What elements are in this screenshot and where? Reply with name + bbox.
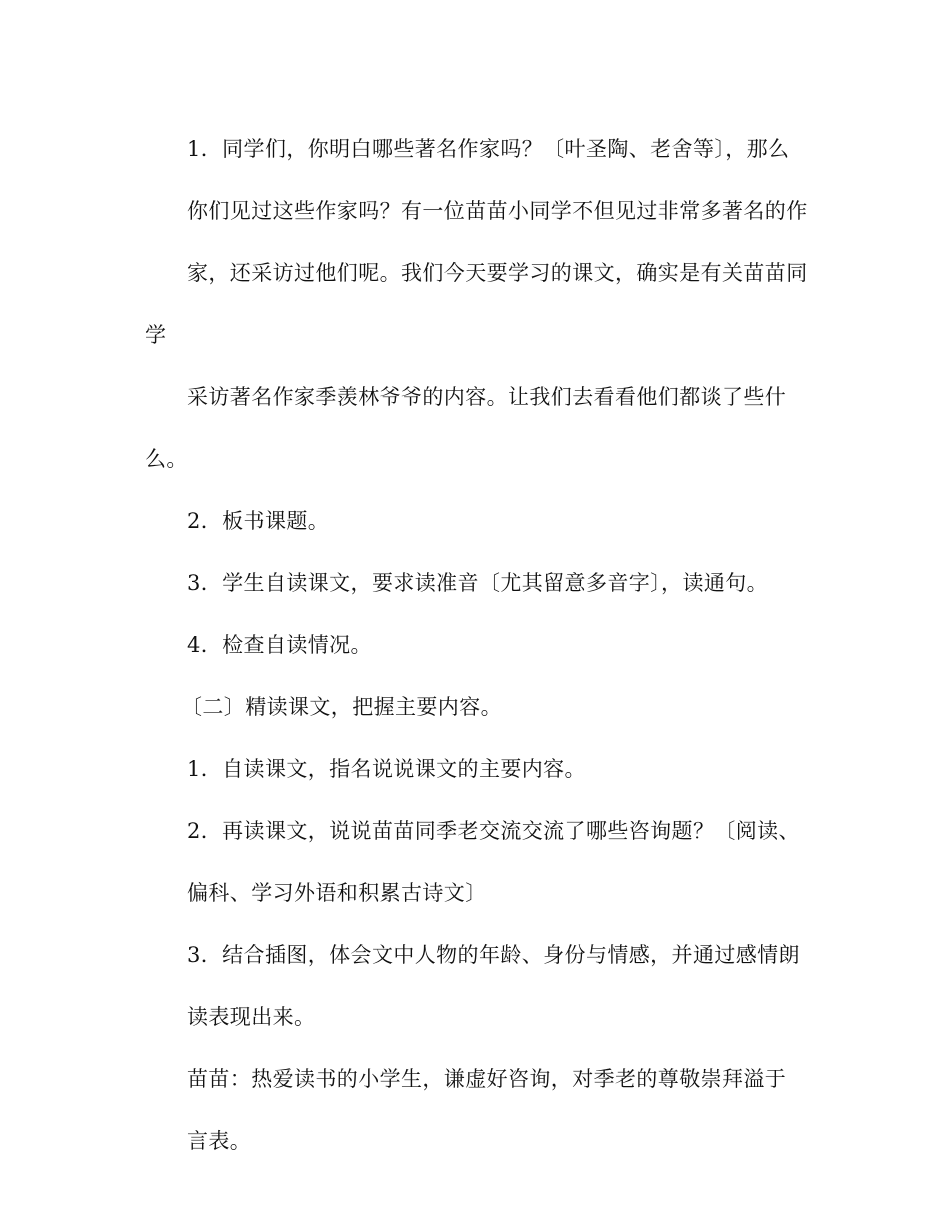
text-line: 偏科、学习外语和积累古诗文〕 [187, 881, 487, 905]
text-line: 1．同学们，你明白哪些著名作家吗？〔叶圣陶、老舍等〕，那么 [187, 137, 790, 161]
text-line: 2．再读课文，说说苗苗同季老交流交流了哪些咨询题？〔阅读、 [187, 819, 800, 843]
paragraph-step-4 [145, 614, 810, 676]
paragraph-character-miaomiao [145, 1048, 810, 1172]
document-body [145, 118, 810, 1172]
text-line: 2．板书课题。 [187, 509, 330, 533]
paragraph-intro [145, 118, 810, 490]
text-line: 家，还采访过他们呢。我们今天要学习的课文，确实是有关苗苗同学 [145, 261, 808, 347]
paragraph-read-1 [145, 738, 810, 800]
section-heading [145, 676, 810, 738]
paragraph-read-2 [145, 800, 810, 924]
text-line: 3．学生自读课文，要求读准音〔尤其留意多音字〕，读通句。 [187, 571, 769, 595]
text-line: 〔二〕精读课文，把握主要内容。 [181, 695, 502, 719]
text-line: 言表。 [187, 1129, 252, 1153]
paragraph-read-3 [145, 924, 810, 1048]
paragraph-step-3 [145, 552, 810, 614]
text-line: 3．结合插图，体会文中人物的年龄、身份与情感，并通过感情朗 [187, 943, 800, 967]
text-line: 读表现出来。 [187, 1005, 316, 1029]
paragraph-step-2 [145, 490, 810, 552]
text-line: 1．自读课文，指名说说课文的主要内容。 [187, 757, 586, 781]
text-line: 采访著名作家季羡林爷爷的内容。让我们去看看他们都谈了些什么。 [145, 385, 787, 471]
text-line: 你们见过这些作家吗？有一位苗苗小同学不但见过非常多著名的作 [187, 199, 808, 223]
text-line: 4．检查自读情况。 [187, 633, 372, 657]
text-line: 苗苗：热爱读书的小学生，谦虚好咨询，对季老的尊敬崇拜溢于 [187, 1067, 787, 1091]
